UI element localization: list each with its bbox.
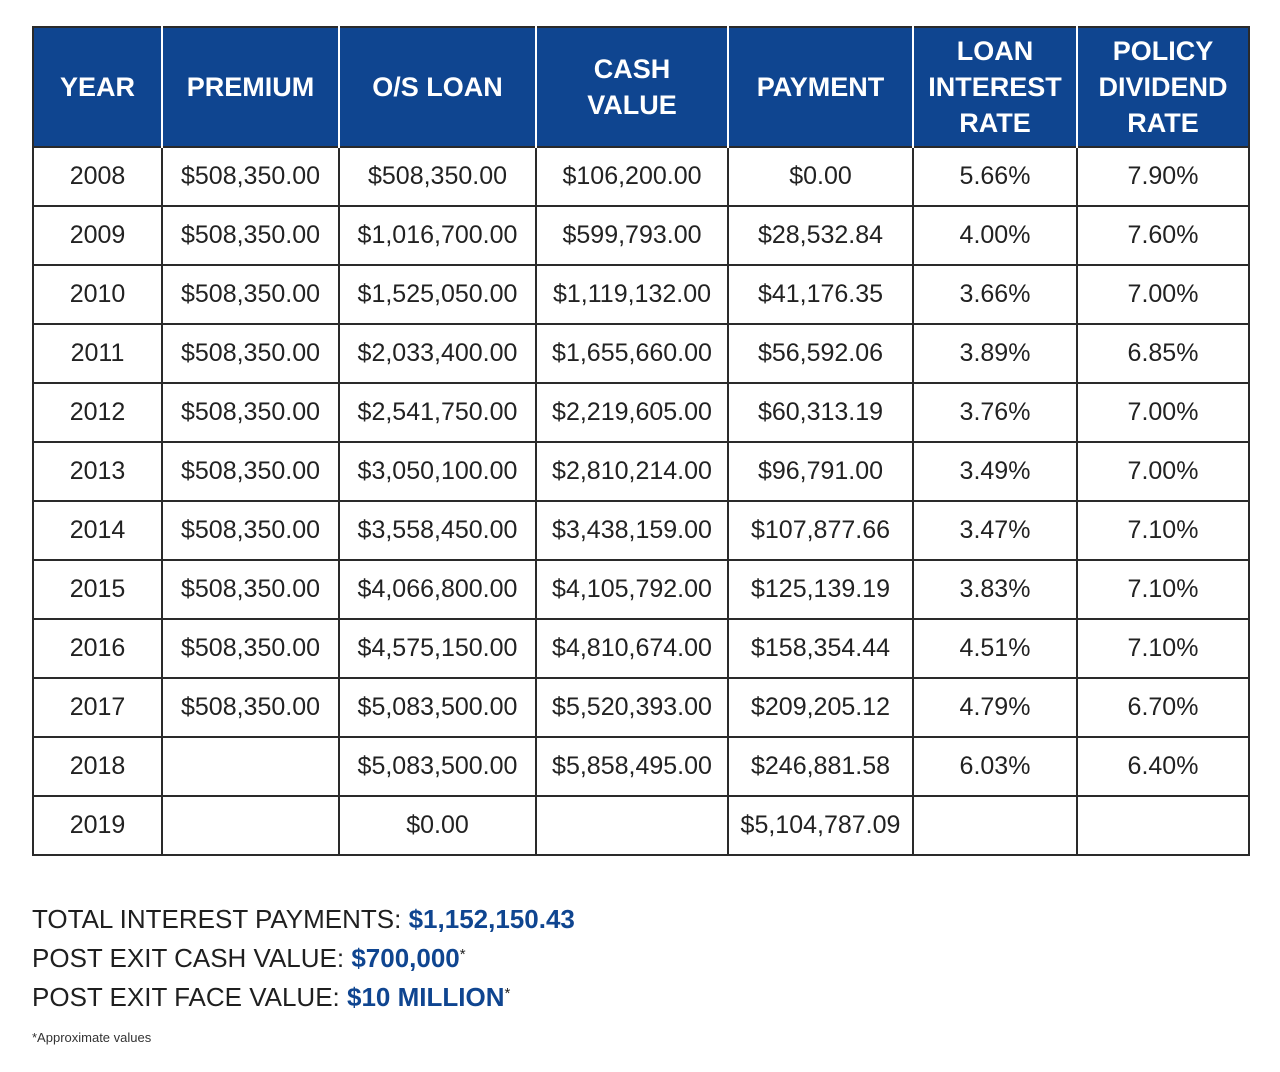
table-cell: $125,139.19 [728, 560, 913, 619]
table-cell: 2009 [33, 206, 162, 265]
table-cell: $3,438,159.00 [536, 501, 728, 560]
table-cell: 3.76% [913, 383, 1077, 442]
table-row [33, 737, 1249, 796]
table-cell: $5,520,393.00 [536, 678, 728, 737]
table-cell: $1,119,132.00 [536, 265, 728, 324]
table-cell: $0.00 [339, 796, 536, 855]
table-body [33, 147, 1249, 855]
table-cell: $2,810,214.00 [536, 442, 728, 501]
table-cell: $1,655,660.00 [536, 324, 728, 383]
column-header-text: O/S LOAN [372, 72, 503, 102]
footnote: *Approximate values [32, 1030, 152, 1045]
column-header-text: INTEREST [928, 72, 1062, 102]
table-cell: 7.10% [1077, 619, 1249, 678]
table-cell: $508,350.00 [162, 324, 339, 383]
column-header-text: DIVIDEND [1098, 72, 1228, 102]
table-header-row [33, 27, 1249, 147]
table-cell: $508,350.00 [162, 560, 339, 619]
table-cell [1077, 796, 1249, 855]
table-cell: $1,525,050.00 [339, 265, 536, 324]
table-cell: 3.89% [913, 324, 1077, 383]
table-cell: $4,810,674.00 [536, 619, 728, 678]
table-cell: 4.51% [913, 619, 1077, 678]
approximate-mark: * [459, 946, 466, 963]
table-cell: $5,858,495.00 [536, 737, 728, 796]
table-row [33, 324, 1249, 383]
table-row [33, 206, 1249, 265]
table-cell: $5,104,787.09 [728, 796, 913, 855]
table-cell: $96,791.00 [728, 442, 913, 501]
table-cell: 7.10% [1077, 560, 1249, 619]
table-cell: 7.60% [1077, 206, 1249, 265]
post-exit-cash-label: POST EXIT CASH VALUE: [32, 943, 352, 973]
loan-schedule-table-container [32, 26, 1248, 856]
table-cell: $508,350.00 [162, 442, 339, 501]
table-cell: 6.85% [1077, 324, 1249, 383]
table-row [33, 796, 1249, 855]
post-exit-face-line [32, 978, 575, 1017]
table-cell: 3.66% [913, 265, 1077, 324]
table-row [33, 265, 1249, 324]
post-exit-cash-value: $700,000 [351, 943, 460, 973]
table-cell: 7.90% [1077, 147, 1249, 206]
approximate-mark: * [504, 985, 511, 1002]
table-cell: 2015 [33, 560, 162, 619]
total-interest-value: $1,152,150.43 [408, 904, 575, 934]
table-cell: $508,350.00 [162, 678, 339, 737]
total-interest-label: TOTAL INTEREST PAYMENTS: [32, 904, 409, 934]
table-cell: 2017 [33, 678, 162, 737]
table-cell: 5.66% [913, 147, 1077, 206]
column-header-text: LOAN [956, 36, 1034, 66]
column-header [33, 27, 162, 147]
table-cell [162, 737, 339, 796]
table-cell: $508,350.00 [162, 501, 339, 560]
table-cell: $508,350.00 [162, 383, 339, 442]
table-cell: 6.70% [1077, 678, 1249, 737]
table-cell: 3.47% [913, 501, 1077, 560]
table-cell: 7.00% [1077, 265, 1249, 324]
table-cell: $60,313.19 [728, 383, 913, 442]
table-cell: $246,881.58 [728, 737, 913, 796]
table-row [33, 442, 1249, 501]
table-cell: 7.00% [1077, 442, 1249, 501]
table-cell: 2016 [33, 619, 162, 678]
table-cell: 2010 [33, 265, 162, 324]
table-row [33, 560, 1249, 619]
column-header-text: RATE [959, 108, 1031, 138]
table-cell: 2008 [33, 147, 162, 206]
column-header-text: PAYMENT [756, 72, 885, 102]
table-cell [536, 796, 728, 855]
table-cell: $599,793.00 [536, 206, 728, 265]
post-exit-cash-line [32, 939, 575, 978]
table-cell: $3,050,100.00 [339, 442, 536, 501]
table-cell: $28,532.84 [728, 206, 913, 265]
total-interest-line [32, 900, 575, 939]
table-cell: 2013 [33, 442, 162, 501]
table-cell: 4.00% [913, 206, 1077, 265]
column-header-text: YEAR [59, 72, 135, 102]
column-header [536, 27, 728, 147]
table-cell: 2011 [33, 324, 162, 383]
table-row [33, 383, 1249, 442]
table-cell: $508,350.00 [162, 206, 339, 265]
table-cell: 2019 [33, 796, 162, 855]
table-cell: 6.40% [1077, 737, 1249, 796]
table-cell: $3,558,450.00 [339, 501, 536, 560]
table-cell: $1,016,700.00 [339, 206, 536, 265]
post-exit-face-value: $10 MILLION [347, 982, 505, 1012]
table-cell: $508,350.00 [162, 265, 339, 324]
table-cell: 7.00% [1077, 383, 1249, 442]
table-row [33, 501, 1249, 560]
table-cell: 3.49% [913, 442, 1077, 501]
table-cell: $5,083,500.00 [339, 737, 536, 796]
table-cell: $2,541,750.00 [339, 383, 536, 442]
column-header [162, 27, 339, 147]
loan-schedule-table [32, 26, 1250, 856]
post-exit-face-label: POST EXIT FACE VALUE: [32, 982, 347, 1012]
table-cell: $508,350.00 [339, 147, 536, 206]
table-cell: $2,219,605.00 [536, 383, 728, 442]
column-header-text: VALUE [587, 90, 677, 120]
table-cell: 2012 [33, 383, 162, 442]
column-header-text: PREMIUM [186, 72, 315, 102]
table-cell: $4,066,800.00 [339, 560, 536, 619]
table-row [33, 147, 1249, 206]
table-cell: $209,205.12 [728, 678, 913, 737]
table-cell: $56,592.06 [728, 324, 913, 383]
table-cell [913, 796, 1077, 855]
column-header [339, 27, 536, 147]
table-cell: 6.03% [913, 737, 1077, 796]
table-cell: $0.00 [728, 147, 913, 206]
table-cell: 7.10% [1077, 501, 1249, 560]
column-header-text: POLICY [1112, 36, 1214, 66]
table-cell: 2018 [33, 737, 162, 796]
table-cell: 2014 [33, 501, 162, 560]
column-header-text: CASH [593, 54, 671, 84]
column-header [728, 27, 913, 147]
table-cell: $4,575,150.00 [339, 619, 536, 678]
table-cell: $2,033,400.00 [339, 324, 536, 383]
column-header-text: RATE [1127, 108, 1199, 138]
table-cell: $5,083,500.00 [339, 678, 536, 737]
table-cell: $41,176.35 [728, 265, 913, 324]
table-cell: $107,877.66 [728, 501, 913, 560]
table-cell: 3.83% [913, 560, 1077, 619]
table-cell: $106,200.00 [536, 147, 728, 206]
table-row [33, 678, 1249, 737]
table-cell: $508,350.00 [162, 619, 339, 678]
table-cell: $158,354.44 [728, 619, 913, 678]
table-cell: 4.79% [913, 678, 1077, 737]
summary-block [32, 900, 575, 1017]
table-row [33, 619, 1249, 678]
table-cell: $508,350.00 [162, 147, 339, 206]
column-header [913, 27, 1077, 147]
table-cell [162, 796, 339, 855]
column-header [1077, 27, 1249, 147]
table-cell: $4,105,792.00 [536, 560, 728, 619]
